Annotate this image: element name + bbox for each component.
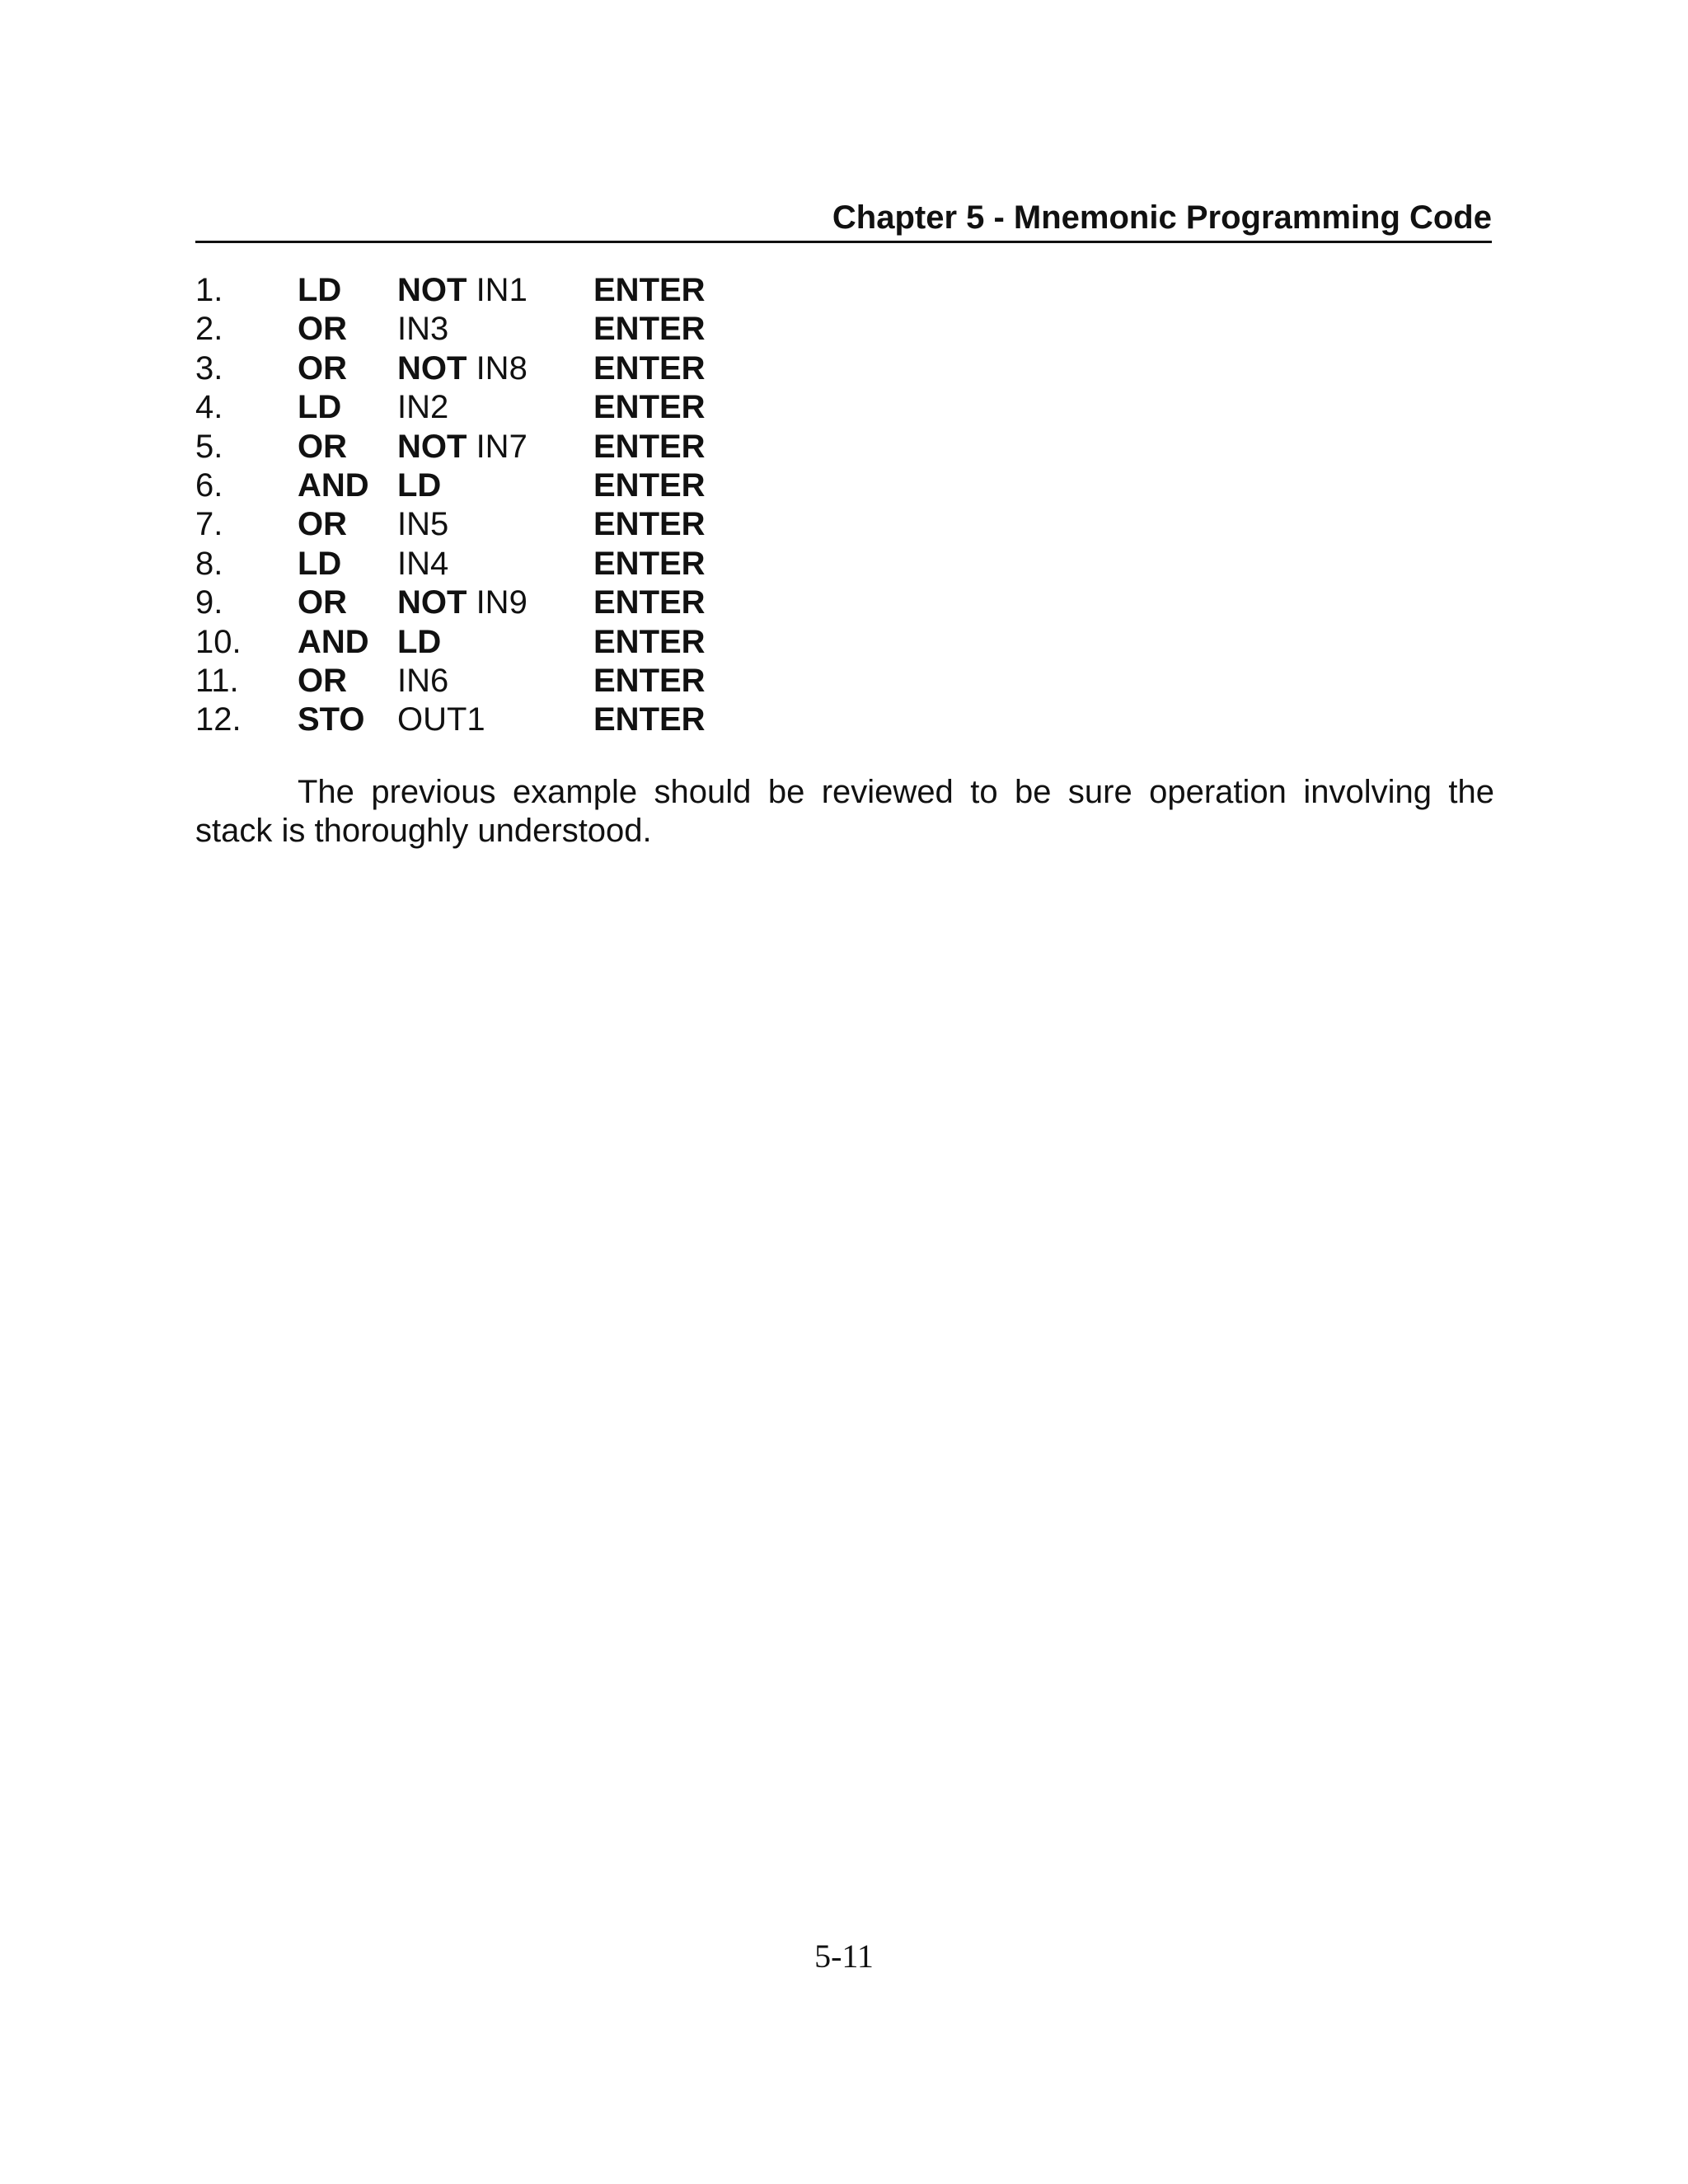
instruction-operand <box>397 349 528 388</box>
step-number: 7. <box>195 506 223 543</box>
listing-row <box>195 623 772 662</box>
operand-keyword: NOT <box>397 272 467 308</box>
instruction-op: STO <box>298 701 365 738</box>
operand-argument: OUT1 <box>397 701 485 738</box>
step-number: 9. <box>195 584 223 621</box>
listing-row <box>195 271 772 310</box>
operand-keyword: NOT <box>397 428 467 465</box>
operand-argument: IN6 <box>397 662 449 699</box>
instruction-operand <box>397 623 441 662</box>
enter-key-label: ENTER <box>593 272 706 308</box>
listing-row <box>195 388 772 427</box>
enter-key-label: ENTER <box>593 701 706 738</box>
instruction-operand <box>397 310 448 349</box>
enter-key-label: ENTER <box>593 311 706 348</box>
enter-key-label: ENTER <box>593 662 706 699</box>
operand-argument: IN1 <box>476 272 528 308</box>
enter-key-label: ENTER <box>593 623 706 660</box>
instruction-op: OR <box>298 428 347 465</box>
instruction-op: OR <box>298 311 347 348</box>
listing-row <box>195 583 772 622</box>
operand-argument: IN9 <box>476 584 528 621</box>
operand-argument: IN4 <box>397 545 449 582</box>
enter-key-label: ENTER <box>593 428 706 465</box>
mnemonic-listing <box>195 271 772 740</box>
operand-keyword: NOT <box>397 584 467 621</box>
instruction-operand <box>397 701 485 739</box>
instruction-operand <box>397 662 448 701</box>
listing-row <box>195 662 772 701</box>
step-number: 5. <box>195 428 223 465</box>
listing-row <box>195 701 772 739</box>
step-number: 3. <box>195 349 223 387</box>
instruction-operand <box>397 545 448 583</box>
chapter-title: Chapter 5 - Mnemonic Programming Code <box>832 199 1492 236</box>
operand-argument: IN3 <box>397 311 449 348</box>
step-number: 8. <box>195 545 223 582</box>
instruction-op: OR <box>298 349 347 387</box>
instruction-op: OR <box>298 584 347 621</box>
page-number: 5-11 <box>814 1938 874 1975</box>
operand-keyword: NOT <box>397 349 467 387</box>
instruction-op: LD <box>298 389 342 426</box>
step-number: 2. <box>195 311 223 348</box>
instruction-operand <box>397 505 448 544</box>
operand-argument: IN7 <box>476 428 528 465</box>
instruction-operand <box>397 583 528 622</box>
listing-row <box>195 428 772 466</box>
instruction-operand <box>397 428 528 466</box>
listing-row <box>195 545 772 583</box>
page-header <box>195 194 1492 243</box>
body-paragraph: The previous example should be reviewed to be sure operation involving the stack is thoroughly understood. <box>195 774 1494 849</box>
enter-key-label: ENTER <box>593 545 706 582</box>
operand-argument: IN8 <box>476 349 528 387</box>
instruction-op: AND <box>298 466 369 504</box>
instruction-operand <box>397 271 528 310</box>
instruction-operand <box>397 466 441 505</box>
step-number: 11. <box>195 662 239 699</box>
listing-row <box>195 310 772 349</box>
operand-argument: IN5 <box>397 506 449 543</box>
step-number: 6. <box>195 466 223 504</box>
operand-keyword: LD <box>397 466 442 504</box>
operand-argument: IN2 <box>397 389 449 426</box>
operand-keyword: LD <box>397 623 442 660</box>
enter-key-label: ENTER <box>593 389 706 426</box>
instruction-op: LD <box>298 272 342 308</box>
enter-key-label: ENTER <box>593 506 706 543</box>
enter-key-label: ENTER <box>593 466 706 504</box>
step-number: 10. <box>195 623 241 660</box>
instruction-op: AND <box>298 623 369 660</box>
instruction-op: OR <box>298 506 347 543</box>
listing-row <box>195 349 772 388</box>
instruction-op: OR <box>298 662 347 699</box>
listing-row <box>195 505 772 544</box>
instruction-operand <box>397 388 448 427</box>
step-number: 4. <box>195 389 223 426</box>
enter-key-label: ENTER <box>593 349 706 387</box>
step-number: 1. <box>195 272 223 308</box>
enter-key-label: ENTER <box>593 584 706 621</box>
listing-row <box>195 466 772 505</box>
instruction-op: LD <box>298 545 342 582</box>
step-number: 12. <box>195 701 241 738</box>
